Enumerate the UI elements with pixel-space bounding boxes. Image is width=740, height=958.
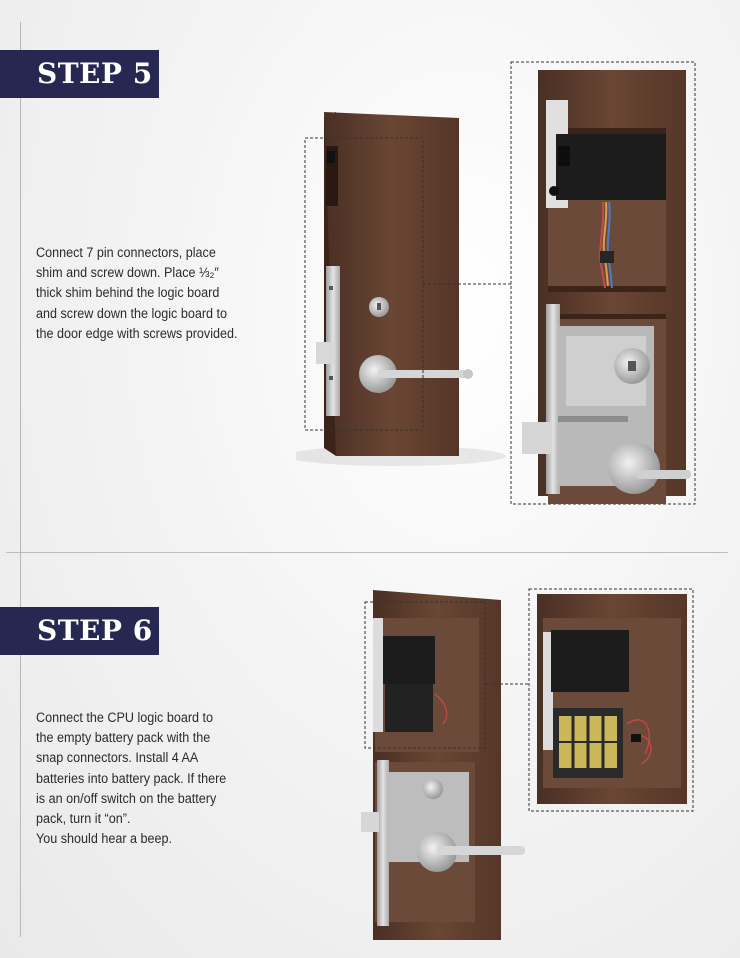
mortise-lock [522,304,691,504]
step5-line: thick shim behind the logic board [36,285,220,301]
step6-line: Connect the CPU logic board to [36,710,214,725]
step5-line: Connect 7 pin connectors, place [36,245,216,260]
left-margin-rule [20,22,21,937]
step6-line: snap connectors. Install 4 AA [36,750,199,766]
section-divider [6,552,728,553]
door-illustration [361,590,525,940]
step6-line: You should hear a beep. [36,831,173,847]
step6-illustration [355,584,700,940]
step5-line: and screw down the logic board to [36,305,228,321]
step5-instructions [36,243,262,344]
step6-line: the empty battery pack with the [36,730,211,746]
step6-line: batteries into battery pack. If there [36,770,227,786]
step6-line: is an on/off switch on the battery [36,790,217,806]
step5-title: STEP 5 [0,50,159,98]
step6-title: STEP 6 [0,607,159,655]
battery-pack-closeup [537,594,687,804]
step6-line: pack, turn it “on”. [36,811,131,827]
step5-illustration [296,56,696,508]
step5-line: the door edge with screws provided. [36,325,238,341]
step6-instructions [36,708,262,849]
step5-line: shim and screw down. Place ⅓₂″ [36,265,219,281]
